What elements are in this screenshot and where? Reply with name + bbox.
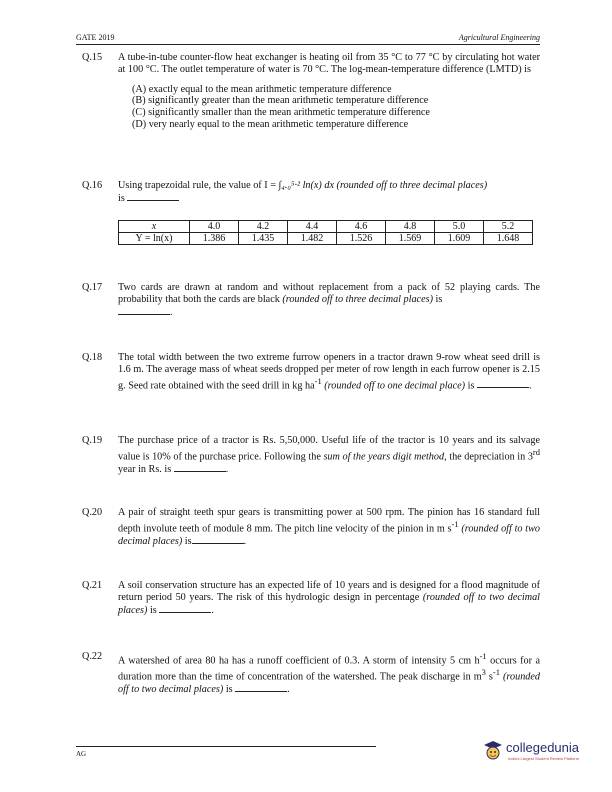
question-20 bbox=[82, 507, 540, 548]
question-text: The total width between the two extreme furrow openers in a tractor drawn 9-row wheat seed drill is 1.6 m. The average mass of wheat seeds dropped per meter of row length in each furrow opener is 2.15 g. Seed rate obtained with the seed drill in kg $ha^{-1}$ (rounded off to one decimal place) is . bbox=[118, 352, 540, 391]
rounding-note: (rounded off to one decimal place) bbox=[324, 379, 466, 391]
question-number: Q.21 bbox=[82, 580, 103, 591]
table-header-y: Y = ln(x) bbox=[119, 233, 190, 245]
option-d[interactable]: (D) very nearly equal to the mean arithmetic temperature difference bbox=[132, 118, 409, 130]
header-subject: Agricultural Engineering bbox=[458, 33, 540, 42]
question-number: Q.16 bbox=[82, 180, 103, 191]
rounding-note: (rounded off to two decimal places) bbox=[118, 591, 540, 616]
footer-rule bbox=[76, 746, 376, 747]
method-note: sum of the years digit method, bbox=[323, 451, 447, 463]
logo-text: collegedunia bbox=[506, 740, 580, 755]
rounding-note: (rounded off to two decimal places) bbox=[118, 523, 541, 547]
question-22 bbox=[82, 651, 540, 696]
graduate-icon bbox=[482, 738, 504, 764]
question-text: A watershed of area 80 ha has a runoff coefficient of 0.3. A storm of intensity 5 cm $h^{-1}$ occurs for a duration more than the time of concentration of the watershed. The peak discharge in $m^3$ $s^{-1}$ (rounded off to two decimal places) is . bbox=[118, 651, 541, 696]
table-cell: 5.0 bbox=[435, 221, 484, 233]
logo-tagline: India's Largest Student Review Platform bbox=[508, 756, 580, 761]
question-17 bbox=[82, 282, 540, 318]
question-text: Two cards are drawn at random and without replacement from a pack of 52 playing cards. The probability that both the cards are black (rounded off to three decimal places) is . bbox=[118, 282, 540, 318]
table-cell: 1.526 bbox=[337, 233, 386, 245]
question-number: Q.20 bbox=[82, 507, 103, 518]
question-15 bbox=[82, 52, 540, 131]
answer-blank[interactable] bbox=[174, 463, 226, 472]
table-cell: 4.8 bbox=[386, 221, 435, 233]
option-a[interactable]: (A) exactly equal to the mean arithmetic temperature difference bbox=[132, 83, 392, 95]
table-cell: 1.435 bbox=[239, 233, 288, 245]
answer-blank[interactable] bbox=[159, 604, 211, 613]
rounding-note: (rounded off to three decimal places) bbox=[336, 180, 488, 191]
table-cell: 1.386 bbox=[190, 233, 239, 245]
question-number: Q.19 bbox=[82, 435, 103, 446]
question-tail: is bbox=[118, 192, 125, 204]
table-cell: 1.648 bbox=[484, 233, 533, 245]
answer-blank[interactable] bbox=[127, 192, 179, 201]
answer-blank[interactable] bbox=[192, 535, 244, 544]
rounding-note: (rounded off to three decimal places) bbox=[282, 293, 433, 305]
answer-blank[interactable] bbox=[235, 683, 287, 692]
header-rule bbox=[76, 44, 540, 45]
question-text bbox=[118, 180, 540, 205]
answer-blank[interactable] bbox=[477, 379, 529, 388]
footer-code: AG bbox=[76, 750, 87, 758]
table-cell: 4.4 bbox=[288, 221, 337, 233]
data-table bbox=[118, 220, 533, 245]
table-cell: 4.0 bbox=[190, 221, 239, 233]
option-b[interactable]: (B) significantly greater than the mean arithmetic temperature difference bbox=[132, 95, 429, 107]
integral-expression: ∫₄.₀⁵·² ln(x) dx bbox=[278, 180, 334, 191]
table-row-y bbox=[119, 233, 533, 245]
table-cell: 5.2 bbox=[484, 221, 533, 233]
question-text: A pair of straight teeth spur gears is transmitting power at 500 rpm. The pinion has 16 standard full depth involute teeth of module 8 mm. The pitch line velocity of the pinion in m $s^{-1}$ (rounded off to two decimal places) is . bbox=[118, 507, 541, 547]
answer-blank[interactable] bbox=[118, 306, 170, 315]
option-c[interactable]: (C) significantly smaller than the mean arithmetic temperature difference bbox=[132, 107, 430, 119]
question-19 bbox=[82, 435, 540, 476]
collegedunia-logo bbox=[482, 738, 594, 766]
question-21 bbox=[82, 580, 540, 616]
table-header-x: x bbox=[119, 221, 190, 233]
question-text: A tube-in-tube counter-flow heat exchanger is heating oil from 35 °C to 77 °C by circulating hot water at 100 °C. The outlet temperature of water is 70 °C. The log-mean-temperature difference (LMTD) is bbox=[118, 52, 540, 75]
question-text: The purchase price of a tractor is Rs. 5,50,000. Useful life of the tractor is 10 years and its salvage value is 10% of the purchase price. Following the sum of the years digit method, the depreciation in 3rd year in Rs. is . bbox=[118, 435, 541, 475]
question-16 bbox=[82, 180, 540, 205]
table-cell: 1.569 bbox=[386, 233, 435, 245]
question-text: A soil conservation structure has an expected life of 10 years and is designed for a flood magnitude of return period 50 years. The risk of this hydrologic design in percentage (rounded off to two decimal places) is . bbox=[118, 580, 540, 616]
table-cell: 1.609 bbox=[435, 233, 484, 245]
question-number: Q.15 bbox=[82, 52, 103, 63]
question-18 bbox=[82, 352, 540, 392]
table-cell: 4.2 bbox=[239, 221, 288, 233]
rounding-note: (rounded off to two decimal places) bbox=[118, 671, 541, 696]
question-number: Q.18 bbox=[82, 352, 103, 363]
options-list bbox=[132, 84, 540, 131]
question-lead: Using trapezoidal rule, the value of I = bbox=[118, 180, 279, 191]
header-exam: GATE 2019 bbox=[76, 33, 115, 42]
table-cell: 4.6 bbox=[337, 221, 386, 233]
table-row-x bbox=[119, 221, 533, 233]
table-cell: 1.482 bbox=[288, 233, 337, 245]
question-number: Q.17 bbox=[82, 282, 103, 293]
question-number: Q.22 bbox=[82, 651, 103, 662]
